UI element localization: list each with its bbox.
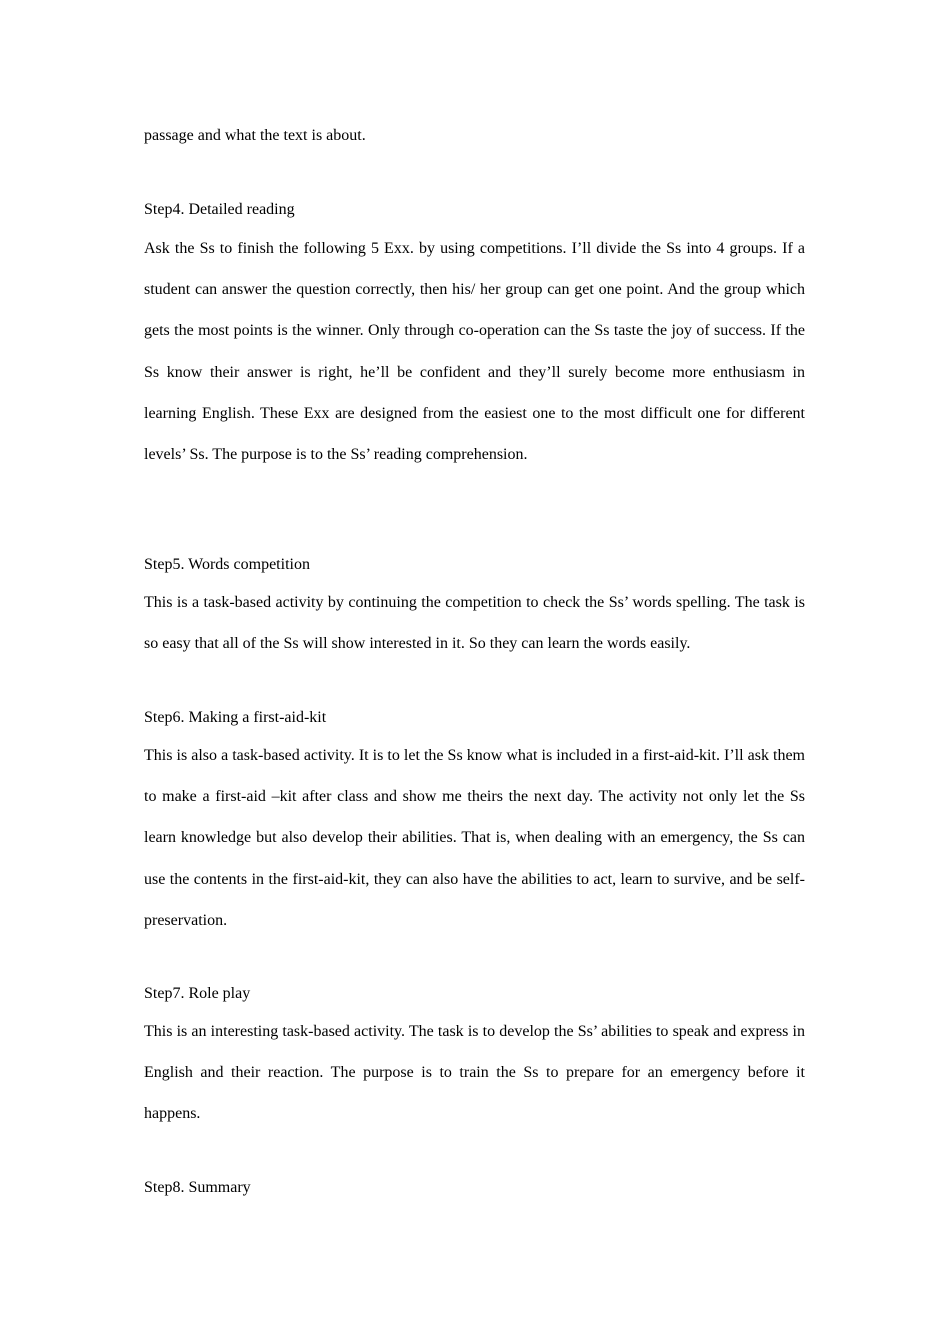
step4-heading: Step4. Detailed reading <box>144 201 295 218</box>
step5-body: This is a task-based activity by continuing the competition to check the Ss’ words spelling. The task is so easy that all of the Ss will show interested in it. So they can learn the words easily. <box>144 594 805 653</box>
step4-body: Ask the Ss to finish the following 5 Exx. by using competitions. I’ll divide the Ss into 4 groups. If a student can answer the question correctly, then his/ her group can get one point. And the group which gets the most points is the winner. Only through co-operation can the Ss taste the joy of success. If the Ss know their answer is right, he’ll be confident and they’ll surely become more enthusiasm in learning English. These Exx are designed from the easiest one to the most difficult one for different levels’ Ss. The purpose is to the Ss’ reading comprehension. <box>144 240 805 464</box>
step7-body: This is an interesting task-based activity. The task is to develop the Ss’ abilities to speak and express in English and their reaction. The purpose is to train the Ss to prepare for an emergency before it happens. <box>144 1023 805 1123</box>
step7-heading: Step7. Role play <box>144 985 251 1002</box>
step8-heading: Step8. Summary <box>144 1179 251 1196</box>
step6-body: This is also a task-based activity. It is to let the Ss know what is included in a first-aid-kit. I’ll ask them to make a first-aid –kit after class and show me theirs the next day. The activity not only let the Ss learn knowledge but also develop their abilities. That is, when dealing with an emergency, the Ss can use the contents in the first-aid-kit, they can also have the abilities to act, learn to survive, and be self-preservation. <box>144 747 805 929</box>
step5-heading: Step5. Words competition <box>144 556 310 573</box>
intro-continuation-text: passage and what the text is about. <box>144 127 366 144</box>
step6-heading: Step6. Making a first-aid-kit <box>144 709 327 726</box>
